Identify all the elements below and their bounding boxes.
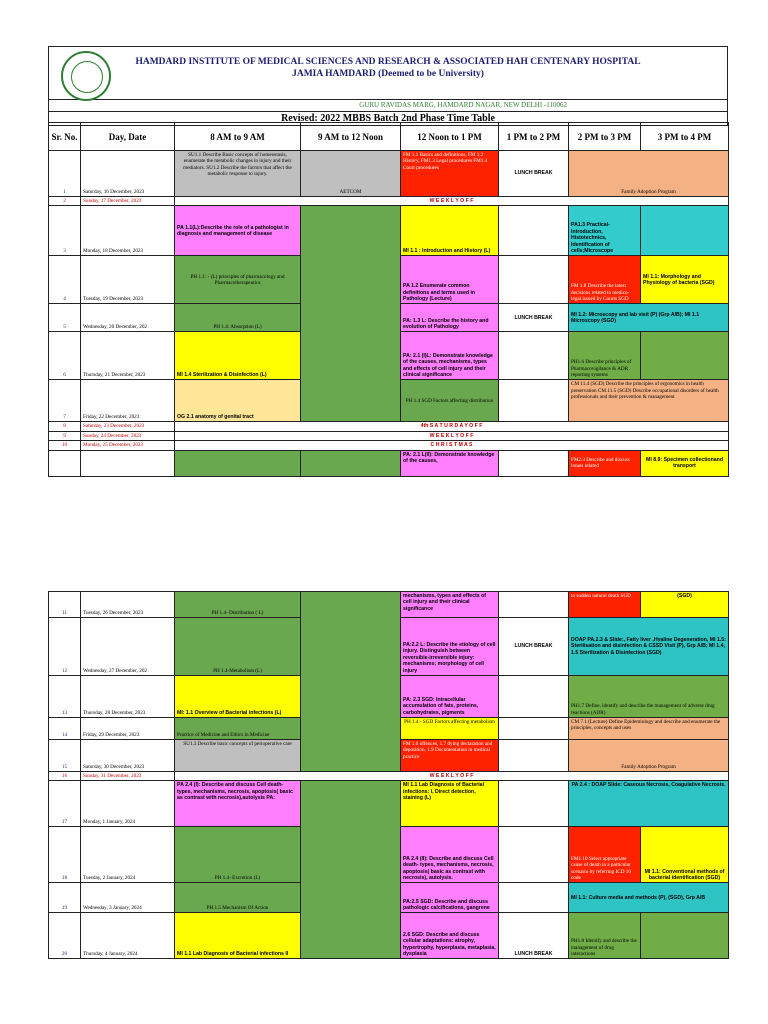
table-row xyxy=(49,450,729,476)
date-cell: Friday, 29 December, 2023 xyxy=(81,718,175,740)
lunch-break: LUNCH BREAK xyxy=(499,304,569,332)
slot-3pm: MI 1.1: Conventional methods of bacterial identification (SGD) xyxy=(641,827,729,883)
slot-9am xyxy=(301,592,401,772)
table-row xyxy=(49,206,729,256)
lunch-slot xyxy=(499,332,569,380)
slot-8am: Practice of Medicine and Ethics in Medicine xyxy=(175,718,301,740)
col-header-3pm: 3 PM to 4 PM xyxy=(641,123,729,151)
slot-8am xyxy=(175,450,301,476)
slot-8am: PH 1.4- Excretion (L) xyxy=(175,827,301,883)
slot-12noon: PH 1.4 - SGD Factors affecting metabolism xyxy=(401,718,499,740)
slot-2pm: DOAP PA.2.3 & Slide:, Fatty liver ,Hyaline Degeneration, MI 1.5: Sterilisation and disinfection & CSSD Visit (P), Grp A/B; MI 1.4, 1.5 Sterilization & Disinfection (SGD) xyxy=(569,618,729,676)
slot-3pm: MI 8.9: Specimen collectionand transport xyxy=(641,450,729,476)
date-cell: Tuesday, 19 December, 2023 xyxy=(81,256,175,304)
slot-8am: MI 1.1 Lab Diagnosis of Bacterial infections II xyxy=(175,913,301,959)
institute-banner xyxy=(48,46,728,99)
table-row xyxy=(49,592,729,618)
sr-cell: 4 xyxy=(49,256,81,304)
date-cell: Wednesday, 3 January, 2024 xyxy=(81,883,175,913)
sr-cell: 14 xyxy=(49,718,81,740)
slot-9am xyxy=(301,450,401,476)
col-header-day: Day, Date xyxy=(81,123,175,151)
lunch-slot xyxy=(499,883,569,913)
table-row xyxy=(49,431,729,440)
university-name: JAMIA HAMDARD (Deemed to be University) xyxy=(292,69,484,79)
date-cell: Sunday, 17 December, 2023 xyxy=(81,197,175,206)
sr-cell xyxy=(49,450,81,476)
date-cell: Saturday, 16 December, 2023 xyxy=(81,151,175,197)
timetable-part-2 xyxy=(48,591,728,959)
date-cell: Thursday, 21 December, 2023 xyxy=(81,332,175,380)
sr-cell: 2 xyxy=(49,197,81,206)
slot-12noon: FM 1.1 Basics and definitions, FM 1.2 History, FM1.3 Legal procedures FM1.4 Court procedures xyxy=(401,151,499,197)
slot-2pm: PA 2.4 : DOAP Slide: Caseous Necrosis, Coagulative Necrosis. xyxy=(569,781,729,827)
date-cell: Monday, 1 January, 2024 xyxy=(81,781,175,827)
sr-cell: 13 xyxy=(49,676,81,718)
slot-12noon: PH 1.4 SGD Factors affecting distribution xyxy=(401,380,499,422)
slot-2pm: MI 1.2: Microscopy and lab visit (P) (Grp A/B); MI 1.1 Microscopy (SGD) xyxy=(569,304,729,332)
slot-9am: AETCOM xyxy=(301,151,401,197)
sr-cell: 6 xyxy=(49,332,81,380)
document-header xyxy=(48,46,728,126)
slot-12noon: PA 2.4 (II): Describe and discuss Cell death- types, mechanisms, necrosis, apoptosis( basic as contrast with necrosis), autolysis. xyxy=(401,827,499,883)
sr-cell: 19 xyxy=(49,883,81,913)
sr-cell: 1 xyxy=(49,151,81,197)
slot-12noon: PA 1.2 Enumerate common definitions and terms used in Pathology (Lecture) xyxy=(401,256,499,304)
date-cell: Sunday, 24 December, 2023 xyxy=(81,431,175,440)
sr-cell: 3 xyxy=(49,206,81,256)
page-title: Revised: 2022 MBBS Batch 2nd Phase Time Table xyxy=(48,111,728,126)
slot-12noon: MI 1.1 Lab Diagnosis of Bacterial infections: I, Direct detection, staining (L) xyxy=(401,781,499,827)
sr-cell: 11 xyxy=(49,592,81,618)
date-cell: Wednesday, 27 December, 202 xyxy=(81,618,175,676)
sr-cell: 16 xyxy=(49,772,81,781)
date-cell: Saturday, 23 December, 2023 xyxy=(81,422,175,431)
date-cell: Tuesday, 26 December, 2023 xyxy=(81,592,175,618)
sr-cell: 12 xyxy=(49,618,81,676)
slot-3pm: (SGD) xyxy=(641,592,729,618)
col-header-sr: Sr. No. xyxy=(49,123,81,151)
slot-9am xyxy=(301,206,401,422)
table-row xyxy=(49,151,729,197)
col-header-2pm: 2 PM to 3 PM xyxy=(569,123,641,151)
slot-12noon: PA: 2.1 L(II): Demonstrate knowledge of the causes, xyxy=(401,450,499,476)
sr-cell: 5 xyxy=(49,304,81,332)
slot-2pm: PH1.7 Define, identify and describe the management of adverse drug reactions (ADR) xyxy=(569,676,729,718)
lunch-slot xyxy=(499,827,569,883)
sr-cell: 18 xyxy=(49,827,81,883)
lunch-slot xyxy=(499,740,569,772)
table-row xyxy=(49,772,729,781)
slot-3pm xyxy=(641,913,729,959)
lunch-slot xyxy=(499,206,569,256)
slot-2pm: CM 7.1 (Lecture) Define Epidemiology and describe and enumerate the principles, concepts and uses xyxy=(569,718,729,740)
lunch-slot xyxy=(499,676,569,718)
lunch-break: LUNCH BREAK xyxy=(499,618,569,676)
slot-8am: PA 2.4 (I): Describe and discuss Cell death- types, mechanisms, necrosis, apoptosis( basic as contrast with necrosis),autolysis PA: xyxy=(175,781,301,827)
lunch-slot xyxy=(499,718,569,740)
slot-8am: PH 1.5 Mechanism Of Action xyxy=(175,883,301,913)
slot-8am: SU1.3 Describe basic concepts of perioperative care xyxy=(175,740,301,772)
lunch-slot xyxy=(499,781,569,827)
institute-name: HAMDARD INSTITUTE OF MEDICAL SCIENCES AND RESEARCH & ASSOCIATED HAH CENTENARY HOSPITAL xyxy=(135,57,641,67)
lunch-break: LUNCH BREAK xyxy=(499,913,569,959)
weekly-off: W E E K L Y O F F xyxy=(175,197,729,206)
saturday-off: 4th S A T U R D A Y O F F xyxy=(175,422,729,431)
slot-2pm: FM1.10 Select appropriate cause of death in a particular scenario by referring ICD 10 code xyxy=(569,827,641,883)
slot-2pm: to sudden natural death SGD xyxy=(569,592,641,618)
slot-8am: MI 1.4 Sterilization & Disinfection (L) xyxy=(175,332,301,380)
slot-2pm: CM 11.4 (SGD) Describe the principles of ergonomics in health preservation CM.11.5 (SGD) Describe occupational disorders of health professionals and their prevention & management xyxy=(569,380,729,422)
sr-cell: 10 xyxy=(49,441,81,450)
date-cell: Friday, 22 December, 2023 xyxy=(81,380,175,422)
slot-2pm: FM2.3 Describe and discuss issues related xyxy=(569,450,641,476)
slot-9am xyxy=(301,781,401,959)
slot-2pm: Family Adoption Program xyxy=(569,740,729,772)
slot-12noon: mechanisms, types and effects of cell injury and their clinical significance xyxy=(401,592,499,618)
slot-3pm xyxy=(641,206,729,256)
slot-8am: SU1.1 Describe Basic concepts of homeostasis, enumerate the metabolic changes in injury and their mediators. SU1.2 Describe the factors that affect the metabolic response to injury. xyxy=(175,151,301,197)
date-cell: Thursday, 28 December, 2023 xyxy=(81,676,175,718)
slot-2pm: FM 1.8 Describe the latest decisions related to medico- legal issued by Courts SGD xyxy=(569,256,641,304)
slot-2pm: PA1.3 Practical- Introduction, Histotechnics, Identification of cells;Microscope xyxy=(569,206,641,256)
sr-cell: 20 xyxy=(49,913,81,959)
weekly-off: W E E K L Y O F F xyxy=(175,431,729,440)
table-row xyxy=(49,441,729,450)
sr-cell: 7 xyxy=(49,380,81,422)
slot-12noon: MI 1.1 : Introduction and History (L) xyxy=(401,206,499,256)
slot-8am: PA 1.1(L):Describe the role of a pathologist in diagnosis and management of disease xyxy=(175,206,301,256)
slot-12noon: FM 1.6 offences, 1.7 dying declaration and deposition, 1.9 Documentation in medical practice xyxy=(401,740,499,772)
slot-8am: PH 1.4-Metabolism (L) xyxy=(175,618,301,676)
col-header-8am: 8 AM to 9 AM xyxy=(175,123,301,151)
date-cell: Saturday, 30 December, 2023 xyxy=(81,740,175,772)
slot-8am: MI: 1.1 Overview of Bacterial infections (L) xyxy=(175,676,301,718)
sr-cell: 17 xyxy=(49,781,81,827)
date-cell: Monday, 18 December, 2023 xyxy=(81,206,175,256)
slot-8am: OG 2.1 anatomy of genital tract xyxy=(175,380,301,422)
table-row xyxy=(49,781,729,827)
slot-12noon: PA: 2.1 (I)L: Demonstrate knowledge of the causes, mechanisms, types and effects of cell injury and their clinical significance xyxy=(401,332,499,380)
col-header-1pm: 1 PM to 2 PM xyxy=(499,123,569,151)
col-header-9am: 9 AM to 12 Noon xyxy=(301,123,401,151)
date-cell xyxy=(81,450,175,476)
lunch-slot xyxy=(499,450,569,476)
table-header-row xyxy=(49,123,729,151)
slot-3pm xyxy=(641,332,729,380)
slot-8am: PH 1.4- Distribution ( L) xyxy=(175,592,301,618)
slot-3pm: MI 1.1: Morphology and Physiology of bacteria (SGD) xyxy=(641,256,729,304)
sr-cell: 9 xyxy=(49,431,81,440)
lunch-slot xyxy=(499,592,569,618)
date-cell: Tuesday, 2 January, 2024 xyxy=(81,827,175,883)
col-header-12noon: 12 Noon to 1 PM xyxy=(401,123,499,151)
slot-12noon: PA:2.2 L: Describe the etiology of cell injury. Distinguish between reversible-irreversible injury: mechanisms; morphology of cell injury xyxy=(401,618,499,676)
lunch-slot xyxy=(499,380,569,422)
slot-12noon: PA: 1.3 L: Describe the history and evolution of Pathology xyxy=(401,304,499,332)
date-cell: Sunday, 31 December, 2023 xyxy=(81,772,175,781)
slot-12noon: 2.6 SGD: Describe and discuss cellular adaptations: atrophy, hypertrophy, hyperplasia, metaplasia, dysplasia xyxy=(401,913,499,959)
date-cell: Monday, 25 December, 2023 xyxy=(81,441,175,450)
weekly-off: W E E K L Y O F F xyxy=(175,772,729,781)
slot-12noon: PA: 2.3 SGD: Intracellular accumulation of fats, proteins, carbohydrates, pigments xyxy=(401,676,499,718)
lunch-slot xyxy=(499,256,569,304)
slot-2pm: PH1.8 Identify and describe the management of drug interactions xyxy=(569,913,641,959)
slot-12noon: PA:2.5 SGD: Describe and discuss pathologic calcifications, gangrene xyxy=(401,883,499,913)
slot-2pm: Family Adoption Program xyxy=(569,151,729,197)
table-row xyxy=(49,197,729,206)
holiday: C H R I S T M A S xyxy=(175,441,729,450)
table-row xyxy=(49,422,729,431)
sr-cell: 15 xyxy=(49,740,81,772)
timetable-part-1 xyxy=(48,122,728,477)
slot-2pm: PH1.6 Describe principles of Pharmacovigilance & ADR reporting systems xyxy=(569,332,641,380)
slot-8am: PH 1.1: - (L) principles of pharmacology and Pharmacotherapeutics xyxy=(175,256,301,304)
date-cell: Wednesday, 20 December, 202 xyxy=(81,304,175,332)
lunch-break: LUNCH BREAK xyxy=(499,151,569,197)
date-cell: Thursday, 4 January, 2024 xyxy=(81,913,175,959)
slot-2pm: MI 1.1: Culture media and methods (P), (SGD), Grp A/B xyxy=(569,883,729,913)
address: GURU RAVIDAS MARG, HAMDARD NAGAR, NEW DELHI -110062 xyxy=(48,99,728,111)
sr-cell: 8 xyxy=(49,422,81,431)
slot-8am: PH 1.4: Absorption (L) xyxy=(175,304,301,332)
